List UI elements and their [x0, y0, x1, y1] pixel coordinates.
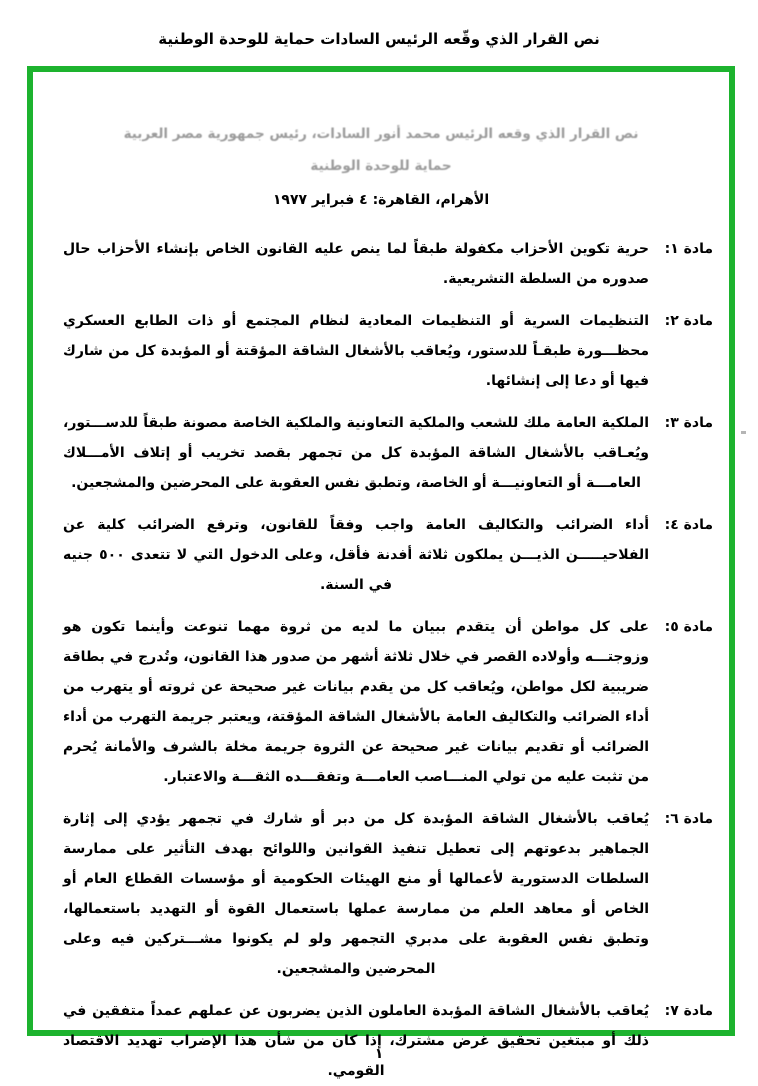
article-7-label: مادة ٧: [664, 1003, 713, 1019]
article-6-label: مادة ٦: [664, 811, 713, 827]
scan-artifact [741, 431, 746, 434]
article-1-label: مادة ١: [664, 241, 713, 257]
page-title: نص القرار الذي وقّعه الرئيس السادات حماية للوحدة الوطنية [158, 30, 600, 48]
page-number: ١ [374, 1046, 384, 1062]
article-5 [63, 612, 713, 792]
article-4-text: أداء الضرائب والتكاليف العامة واجب وفقاً للقانون، وترفع الضرائب كلية عن الفلاحيـــــن الذيـــن يملكون ثلاثة أفدنة فأقل، وعلى الدخول التي لا تتعدى ٥٠٠ جنيه في السنة. [63, 517, 649, 593]
article-2-text: التنظيمات السرية أو التنظيمات المعادية لنظام المجتمع أو ذات الطابع العسكري محظـــورة طبقـاً للدستور، ويُعاقب بالأشغال الشاقة المؤقتة أو المؤبدة كل من شارك فيها أو دعا إلى إنشائها. [63, 313, 649, 389]
article-4 [63, 510, 713, 600]
article-7-text: يُعاقب بالأشغال الشاقة المؤبدة العاملون الذين يضربون عن عملهم عمداً متفقين في ذلك أو مبتغين تحقيق غرض مشترك، إذا كان من شأن هذا الإضراب تهديد الاقتصاد القومي. [63, 1003, 649, 1079]
article-3-text: الملكية العامة ملك للشعب والملكية التعاونية والملكية الخاصة مصونة طبقاً للدســـتور، ويُعـاقب بالأشغال الشاقة المؤبدة كل من تجمهر بقصد تخريب أو إتلاف الأمـــلاك العامـــة أو التعاونيـــة أو الخاصة، وتطبق نفس العقوبة على المحرضين والمشجعين. [63, 415, 649, 491]
document-border [27, 66, 735, 1079]
article-1 [63, 234, 713, 294]
faded-header-line2: حماية للوحدة الوطنية [310, 158, 452, 174]
article-5-text: على كل مواطن أن يتقدم ببيان ما لديه من ثروة مهما تنوعت وأينما تكون هو وزوجتـــه وأولاده القصر في خلال ثلاثة أشهر من صدور هذا القانون، وتُدرج في بطاقة ضريبية لكل مواطن، ويُعاقب كل من يقدم بيانات غير صحيحة عن ثروته أو يتهرب من أداء الضرائب والتكاليف العامة بالأشغال الشاقة المؤقتة، ويعتبر جريمة التهرب من أداء الضرائب أو تقديم بيانات غير صحيحة عن الثروة جريمة مخلة بالشرف والأمانة يُحرم من تثبت عليه من تولي المنـــاصب العامـــة وتفقـــده الثقـــة والاعتبار. [63, 619, 649, 785]
article-4-label: مادة ٤: [664, 517, 713, 533]
article-2-label: مادة ٢: [664, 313, 713, 329]
dateline: الأهرام، القاهرة: ٤ فبراير ١٩٧٧ [272, 192, 490, 208]
article-5-label: مادة ٥: [664, 619, 713, 635]
article-3-label: مادة ٣: [664, 415, 713, 431]
article-1-text: حرية تكوين الأحزاب مكفولة طبقاً لما ينص عليه القانون الخاص بإنشاء الأحزاب حال صدوره من السلطة التشريعية. [63, 241, 649, 287]
article-2 [63, 306, 713, 396]
faded-document-header [33, 118, 729, 182]
faded-header-line1: نص القرار الذي وقعه الرئيس محمد أنور السادات، رئيس جمهورية مصر العربية [123, 126, 639, 142]
articles-list [33, 234, 729, 1086]
article-6-text: يُعاقب بالأشغال الشاقة المؤبدة كل من دبر أو شارك في تجمهر يؤدي إلى إثارة الجماهير بدعوتهم إلى تعطيل تنفيذ القوانين واللوائح بهدف التأثير على ممارسة السلطات الدستورية لأعمالها أو منع الهيئات الحكومية أو مؤسسات القطاع العام أو الخاص أو معاهد العلم من ممارسة عملها باستعمال القوة أو التهديد باستعمالها، وتطبق نفس العقوبة على مدبري التجمهر ولو لم يكونوا مشـــتركين فيه وعلى المحرضين والمشجعين. [63, 811, 649, 977]
article-6 [63, 804, 713, 984]
article-3 [63, 408, 713, 498]
article-7 [63, 996, 713, 1086]
